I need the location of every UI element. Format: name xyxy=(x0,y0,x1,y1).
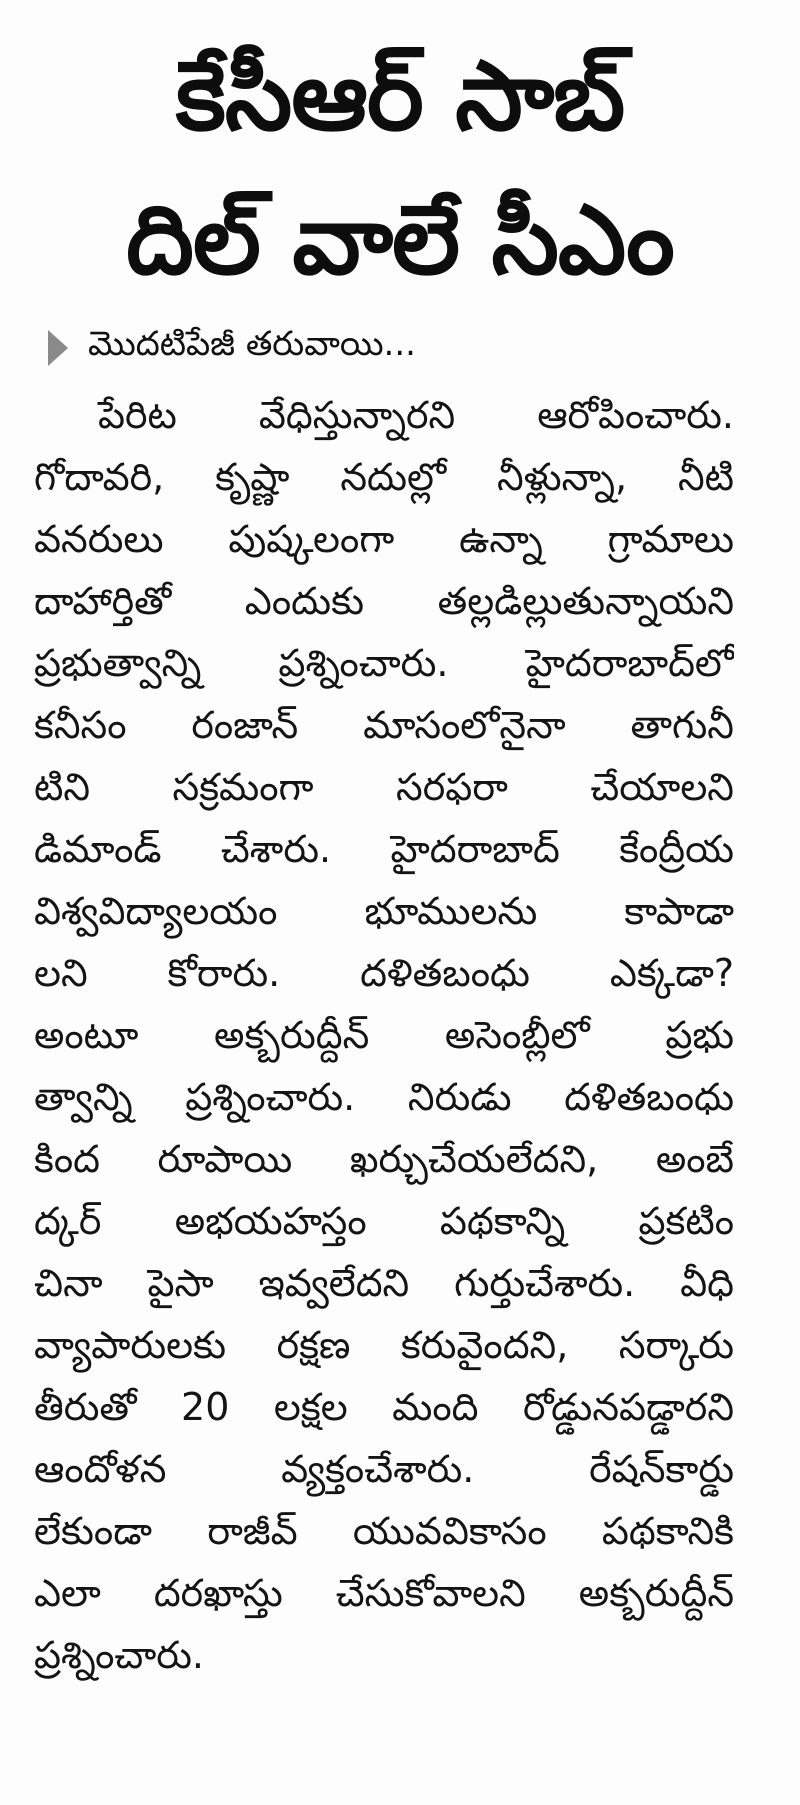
article-line: తీరుతో 20 లక్షల మంది రోడ్డునపడ్డారని xyxy=(34,1385,734,1429)
continued-from-front-page xyxy=(48,318,416,378)
article-body xyxy=(34,384,734,1686)
article-line: డిమాండ్ చేశారు. హైదరాబాద్ కేంద్రీయ xyxy=(34,827,734,871)
article-line: ప్రభుత్వాన్ని ప్రశ్నించారు. హైదరాబాద్‌లో xyxy=(34,641,734,685)
headline-line-1: కేసీఆర్ సాబ్ xyxy=(175,40,625,152)
article-line: లని కోరారు. దళితబంధు ఎక్కడా? xyxy=(34,951,734,995)
article-line: చినా పైసా ఇవ్వలేదని గుర్తుచేశారు. వీధి xyxy=(34,1261,734,1305)
article-line: కనీసం రంజాన్ మాసంలోనైనా తాగునీ xyxy=(34,703,734,747)
article-line: కింద రూపాయి ఖర్చుచేయలేదని, అంబే xyxy=(34,1137,734,1181)
article-line: వ్యాపారులకు రక్షణ కరువైందని, సర్కారు xyxy=(34,1323,734,1367)
article-line: లేకుండా రాజీవ్ యువవికాసం పథకానికి xyxy=(34,1509,734,1553)
article-line: విశ్వవిద్యాలయం భూములను కాపాడా xyxy=(34,889,734,933)
article-line: పేరిట వేధిస్తున్నారని ఆరోపించారు. xyxy=(98,393,734,437)
article-line: త్వాన్ని ప్రశ్నించారు. నిరుడు దళితబంధు xyxy=(34,1075,734,1119)
article-line: ఆందోళన వ్యక్తంచేశారు. రేషన్‌కార్డు xyxy=(34,1447,734,1491)
article-line: గోదావరి, కృష్ణా నదుల్లో నీళ్లున్నా, నీటి xyxy=(34,455,734,499)
chevron-right-icon xyxy=(48,330,68,366)
article-line: టిని సక్రమంగా సరఫరా చేయాలని xyxy=(34,765,734,809)
headline-line-2: దిల్ వాలే సీఎం xyxy=(126,184,674,296)
continued-label: మొదటిపేజీ తరువాయి... xyxy=(88,324,416,364)
article-line: ఎలా దరఖాస్తు చేసుకోవాలని అక్బరుద్దీన్ xyxy=(34,1571,734,1615)
article-line: ద్కర్ అభయహస్తం పథకాన్ని ప్రకటిం xyxy=(34,1199,734,1243)
article-line: వనరులు పుష్కలంగా ఉన్నా గ్రామాలు xyxy=(34,517,734,561)
article-line: అంటూ అక్బరుద్దీన్ అసెంబ్లీలో ప్రభు xyxy=(34,1013,734,1057)
article-line: ప్రశ్నించారు. xyxy=(34,1633,205,1677)
article-line: దాహార్తితో ఎందుకు తల్లడిల్లుతున్నాయని xyxy=(34,579,734,623)
